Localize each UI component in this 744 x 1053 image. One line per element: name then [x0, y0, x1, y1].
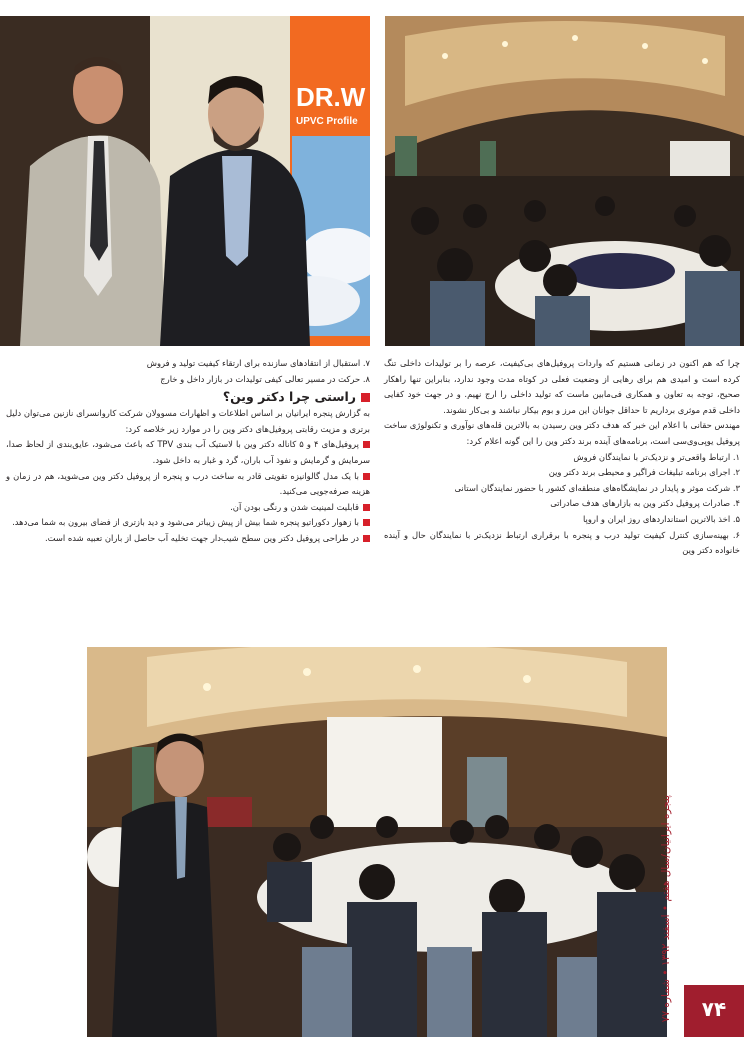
plan-item: ۷. استقبال از انتقادهای سازنده برای ارتقاء کیفیت تولید و فروش — [146, 358, 370, 368]
plan-item: ۱. ارتباط واقعی‌تر و نزدیک‌تر با نمایندگان فروش — [573, 451, 740, 462]
heading-square-icon — [361, 393, 370, 402]
banner-subtitle: UPVC Profile — [296, 116, 358, 127]
article-intro: چرا که هم اکنون در زمانی هستیم که واردات پروفیل‌های بی‌کیفیت، عرصه را بر تولیدات داخلی تنگ کرده است و امیدی هم برای رهایی از وضعیت فعلی در کوتاه مدت وجود ندارد، بنابراین تنها راهکار صحیح، توجه به تعاون و همکاری فی‌مابین ماست که تولید داخلی را ارج نهیم. و در جهت خود کفایی داخلی قدم موثری برداریم تا حداقل جوانان این مرز و بوم بیکار نباشند و بی‌کار نشوند. — [384, 358, 740, 415]
banner-brand: DR.W — [296, 82, 366, 112]
photo-two-men — [0, 16, 370, 346]
issue-info: پنجره ایرانیان/سال هفتم ‌• اسفند ۱۳۹۲ ‌• شماره ۷۷ — [660, 795, 672, 1023]
article-paragraph: مهندس حقانی با اعلام این خبر که هدف دکتر وین رسیدن به بالاترین قله‌های نوآوری و تکنولوژی ساخت پروفیل یوپی‌وی‌سی است، برنامه‌های آینده برند دکتر وین را این گونه اعلام کرد: — [384, 420, 740, 446]
plan-item: ۸. حرکت در مسیر تعالی کیفی تولیدات در بازار داخل و خارج — [160, 373, 370, 384]
article-paragraph: به گزارش پنجره ایرانیان بر اساس اطلاعات و اظهارات مسوولان شرکت کاروانسرای نازنین می‌توان دلیل برتری و مزیت رقابتی پروفیل‌های دکتر وین را در موارد زیر خلاصه کرد: — [6, 408, 370, 434]
photo-conference-hall — [385, 16, 744, 346]
plan-item: ۵. اخذ بالاترین استانداردهای روز ایران و اروپا — [582, 513, 740, 524]
photo-meeting-table — [87, 647, 667, 1037]
article-column-left — [6, 356, 370, 547]
bullet-item: قابلیت لمینیت شدن و رنگی بودن آن. — [6, 500, 370, 516]
plan-item: ۶. بهینه‌سازی کنترل کیفیت تولید درب و پنجره با برقراری ارتباط نزدیک‌تر با نمایندگان حال و آینده خانواده دکتر وین — [384, 529, 740, 556]
plan-item: ۴. صادرات پروفیل دکتر وین به بازارهای هدف صادراتی — [550, 498, 740, 509]
bullet-square-icon — [363, 473, 370, 480]
bullet-square-icon — [363, 535, 370, 542]
article-column-right — [384, 356, 740, 559]
plan-item: ۲. اجرای برنامه تبلیغات فراگیر و محیطی برند دکتر وین — [548, 467, 740, 478]
page-number: ۷۴ — [701, 997, 727, 1021]
bullet-square-icon — [363, 519, 370, 526]
bullet-item: با یک مدل گالوانیزه تقویتی قادر به ساخت درب و پنجره از پروفیل دکتر وین می‌شوید، هم در زمان و هزینه صرفه‌جویی می‌کنید. — [6, 470, 370, 497]
bullet-item: با زهوار دکوراتیو پنجره شما بیش از پیش زیباتر می‌شود و دید بازتری از فضای بیرون به شما می‌دهد. — [6, 515, 370, 531]
page-number-tab — [684, 985, 744, 1037]
bullet-square-icon — [363, 504, 370, 511]
section-heading: راستی چرا دکتر وین؟ — [6, 389, 370, 405]
plan-item: ۳. شرکت موثر و پایدار در نمایشگاه‌های منطقه‌ای کشور با حضور نمایندگان استانی — [454, 482, 740, 493]
bullet-item: در طراحی پروفیل دکتر وین سطح شیب‌دار جهت تخلیه آب حاصل از باران تعبیه شده است. — [6, 531, 370, 547]
footer-sidebar — [672, 647, 744, 1037]
bullet-item: پروفیل‌های ۴ و ۵ کاناله دکتر وین با لاستیک آب بندی TPV که باعث می‌شود، عایق‌بندی از لحاظ صدا، سرمایش و گرمایش و نفوذ آب باران، گرد و غبار به داخل شود. — [6, 439, 370, 465]
bullet-square-icon — [363, 441, 370, 448]
